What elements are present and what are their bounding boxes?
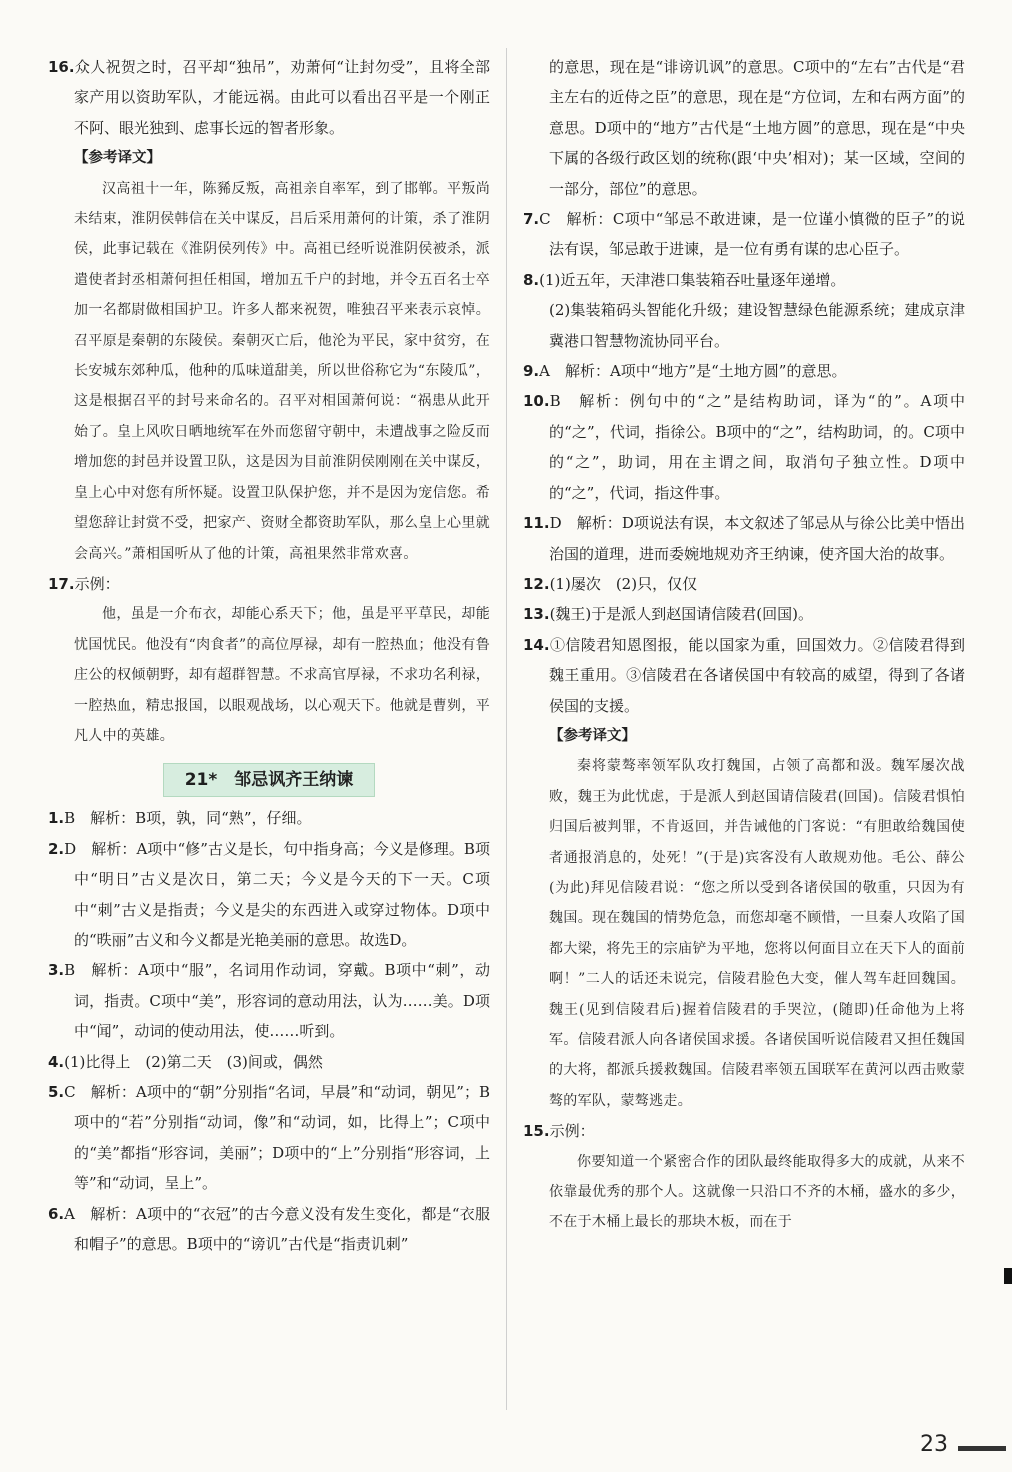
- answer-text: B 解析：A项中“服”，名词用作动词，穿戴。B项中“刺”，动词，指责。C项中“美”，形容词的意动用法，认为……美。D项中“闻”，动词的使动用法，使……听到。: [64, 961, 490, 1041]
- answer-item: [523, 386, 965, 508]
- answer-item: [48, 834, 490, 956]
- reference-translation-heading: 【参考译文】: [549, 727, 636, 744]
- answer-item: [48, 1047, 490, 1077]
- answer-text: ①信陵君知恩图报，能以国家为重，回国效力。②信陵君得到魏王重用。③信陵君在各诸侯国中有较高的威望，得到了各诸侯国的支援。: [549, 635, 965, 715]
- answer-item: [523, 204, 965, 265]
- answer-text: 示例：: [74, 574, 120, 593]
- answer-text: (1)近五年，天津港口集装箱吞吐量逐年递增。: [539, 270, 846, 289]
- answer-number: 13.: [523, 605, 550, 624]
- answer-item: [523, 265, 965, 295]
- answer-item: [523, 569, 965, 599]
- answer-item: [48, 803, 490, 833]
- column-divider: [506, 48, 507, 1410]
- answer-number: 16.: [48, 58, 75, 76]
- answer-item: [48, 1199, 490, 1260]
- answer-15: [523, 1116, 965, 1146]
- answer-number: 9.: [523, 362, 540, 381]
- left-column: [48, 52, 490, 1259]
- answer-text: D 解析：D项说法有误，本文叙述了邹忌从与徐公比美中悟出治国的道理，进而委婉地规劝齐王纳谏，使齐国大治的故事。: [549, 514, 965, 563]
- answer-8-part2: (2)集装箱码头智能化升级；建设智慧绿色能源系统；建成京津冀港口智慧物流协同平台。: [549, 301, 965, 350]
- edge-tab-mark: [1004, 1268, 1012, 1284]
- answer-text: A 解析：A项中的“衣冠”的古今意义没有发生变化，都是“衣服和帽子”的意思。B项中的“谤讥”古代是“指责讥刺”: [64, 1204, 490, 1254]
- answer-number: 17.: [48, 574, 75, 593]
- answer-16: [48, 52, 490, 143]
- answer-number: 10.: [523, 392, 550, 411]
- answer-number: 12.: [523, 574, 550, 593]
- answer-number: 4.: [48, 1052, 65, 1071]
- answer-number: 11.: [523, 514, 550, 533]
- answer-item: [48, 1077, 490, 1199]
- answer-text: (1)屡次 (2)只，仅仅: [549, 574, 698, 593]
- answer-6-continuation: 的意思，现在是“诽谤讥讽”的意思。C项中的“左右”古代是“君主左右的近侍之臣”的意思，现在是“方位词，左和右两方面”的意思。D项中的“地方”古代是“土地方圆”的意思，现在是“中央下属的各级行政区划的统称(跟‘中央’相对)；某一区域，空间的一部分，部位”的意思。: [549, 58, 965, 198]
- reference-translation-14: 秦将蒙骜率领军队攻打魏国，占领了高都和汲。魏军屡次战败，魏王为此忧虑，于是派人到赵国请信陵君(回国)。信陵君惧怕归国后被判罪，不肯返回，并告诫他的门客说：“有胆敢给魏国使者通报消息的，处死！”(于是)宾客没有人敢规劝他。毛公、薛公(为此)拜见信陵君说：“您之所以受到各诸侯国的敬重，只因为有魏国。现在魏国的情势危急，而您却毫不顾惜，一旦秦人攻陷了国都大梁，将先王的宗庙铲为平地，您将以何面目立在天下人的面前啊！”二人的话还未说完，信陵君脸色大变，催人驾车赶回魏国。魏王(见到信陵君后)握着信陵君的手哭泣，(随即)任命他为上将军。信陵君派人向各诸侯国求援。各诸侯国听说信陵君又担任魏国的大将，都派兵援救魏国。信陵君率领五国联军在黄河以西击败蒙骜的军队，蒙骜逃走。: [549, 758, 965, 1109]
- reference-translation-16: 汉高祖十一年，陈豨反叛，高祖亲自率军，到了邯郸。平叛尚未结束，淮阴侯韩信在关中谋反，吕后采用萧何的计策，杀了淮阴侯，此事记载在《淮阴侯列传》中。高祖已经听说淮阴侯被杀，派遣使者封丞相萧何担任相国，增加五千户的封地，并令五百名士卒加一名都尉做相国护卫。许多人都来祝贺，唯独召平来表示哀悼。召平原是秦朝的东陵侯。秦朝灭亡后，他沦为平民，家中贫穷，在长安城东郊种瓜，他种的瓜味道甜美，所以世俗称它为“东陵瓜”，这是根据召平的封号来命名的。召平对相国萧何说：“祸患从此开始了。皇上风吹日晒地统军在外而您留守朝中，未遭战事之险反而增加您的封邑并设置卫队，这是因为目前淮阴侯刚刚在关中谋反，皇上心中对您有所怀疑。设置卫队保护您，并不是因为宠信您。希望您辞让封赏不受，把家产、资财全都资助军队，那么皇上心里就会高兴。”萧相国听从了他的计策，高祖果然非常欢喜。: [74, 180, 490, 562]
- answer-text: D 解析：A项中“修”古义是长，句中指身高；今义是修理。B项中“明日”古义是次日，第二天；今义是今天的下一天。C项中“刺”古义是指责；今义是尖的东西进入或穿过物体。D项中的“昳丽”古义和今义都是光艳美丽的意思。故选D。: [64, 839, 490, 949]
- answer-number: 5.: [48, 1083, 65, 1101]
- answer-text: (1)比得上 (2)第二天 (3)间或，偶然: [64, 1052, 323, 1071]
- answer-item: [523, 599, 965, 629]
- reference-translation-heading: 【参考译文】: [74, 150, 161, 167]
- answer-text: 示例：: [549, 1122, 595, 1141]
- answer-text: A 解析：A项中“地方”是“土地方圆”的意思。: [539, 362, 847, 381]
- page-number-bar: [958, 1446, 1006, 1451]
- answer-text: (魏王)于是派人到赵国请信陵君(回国)。: [549, 605, 813, 624]
- answer-number: 6.: [48, 1204, 65, 1223]
- answer-item: [523, 508, 965, 569]
- right-column: [523, 52, 965, 1238]
- answer-number: 3.: [48, 961, 65, 980]
- answer-number: 14.: [523, 635, 550, 654]
- page-number: 23: [920, 1432, 948, 1457]
- answer-text: 众人祝贺之时，召平却“独吊”，劝萧何“让封勿受”，且将全部家产用以资助军队，才能远祸。由此可以看出召平是一个刚正不阿、眼光独到、虑事长远的智者形象。: [74, 58, 490, 137]
- answer-text: C 解析：C项中“邹忌不敢进谏，是一位谨小慎微的臣子”的说法有误，邹忌敢于进谏，是一位有勇有谋的忠心臣子。: [539, 210, 965, 259]
- answer-number: 2.: [48, 839, 65, 858]
- answer-item: [523, 356, 965, 386]
- answer-17: [48, 569, 490, 599]
- answer-number: 15.: [523, 1122, 550, 1141]
- example-17: 他，虽是一介布衣，却能心系天下；他，虽是平平草民，却能忧国忧民。他没有“肉食者”的高位厚禄，却有一腔热血；他没有鲁庄公的权倾朝野，却有超群智慧。不求高官厚禄，不求功名利禄，一腔热血，精忠报国，以眼观战场，以心观天下。他就是曹刿，平凡人中的英雄。: [74, 606, 490, 744]
- answer-text: B 解析：B项，孰，同“熟”，仔细。: [64, 809, 312, 828]
- example-15: 你要知道一个紧密合作的团队最终能取得多大的成就，从来不依靠最优秀的那个人。这就像一只沿口不齐的木桶，盛水的多少，不在于木桶上最长的那块木板，而在于: [549, 1153, 965, 1231]
- answer-number: 8.: [523, 270, 540, 289]
- section-title: 21* 邹忌讽齐王纳谏: [163, 763, 375, 797]
- answer-number: 7.: [523, 210, 540, 229]
- answer-text: C 解析：A项中的“朝”分别指“名词，早晨”和“动词，朝见”；B项中的“若”分别指“动词，像”和“动词，如，比得上”；C项中的“美”都指“形容词，美丽”；D项中的“上”分别指“形容词，上等”和“动词，呈上”。: [64, 1083, 490, 1193]
- answer-item: [523, 630, 965, 721]
- answer-item: [48, 955, 490, 1046]
- answer-number: 1.: [48, 809, 65, 828]
- answer-text: B 解析：例句中的“之”是结构助词，译为“的”。A项中的“之”，代词，指徐公。B项中的“之”，结构助词，的。C项中的“之”，助词，用在主谓之间，取消句子独立性。D项中的“之”，代词，指这件事。: [549, 392, 965, 502]
